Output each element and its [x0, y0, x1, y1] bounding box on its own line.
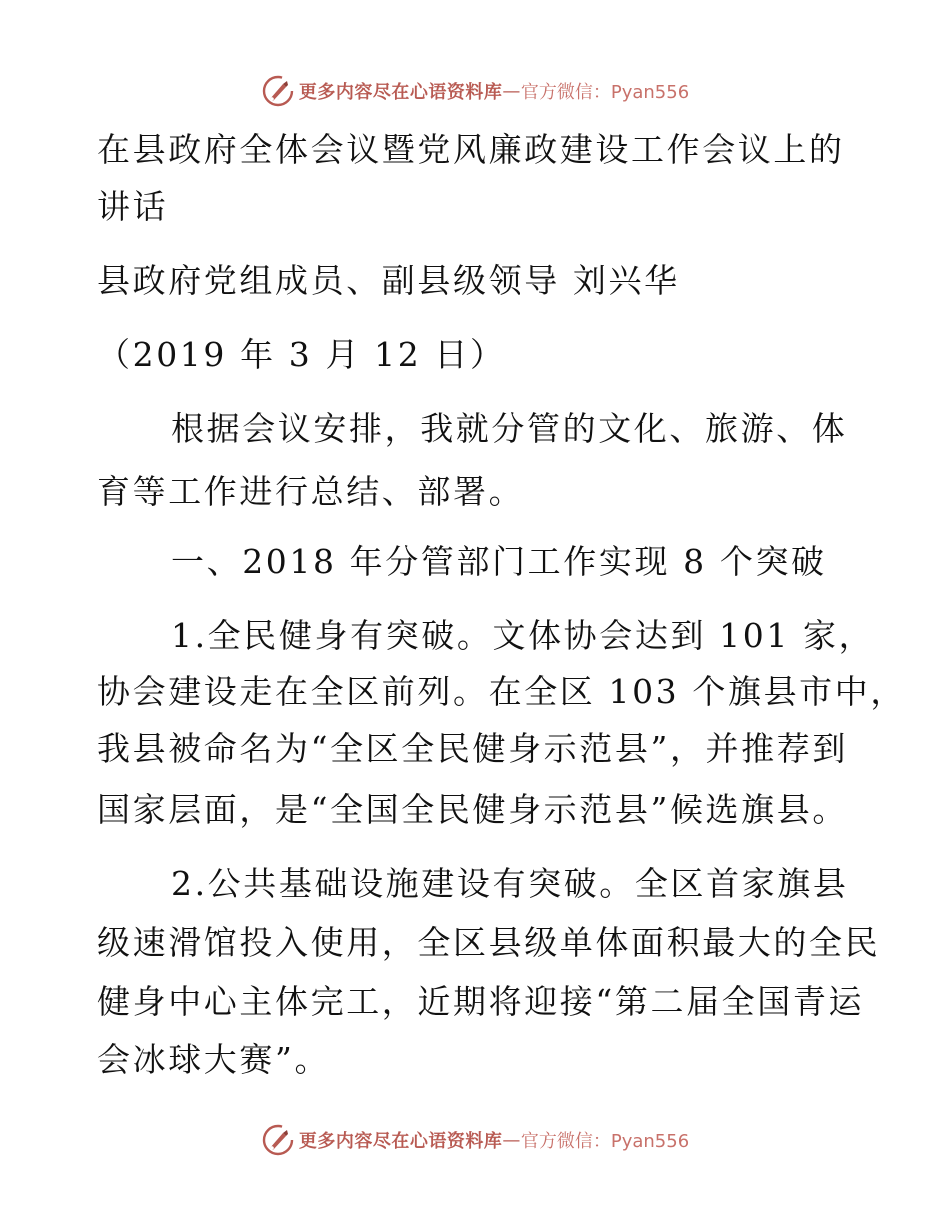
intro-line-1: 根据会议安排，我就分管的文化、旅游、体: [171, 409, 848, 448]
watermark-separator: —: [502, 80, 521, 102]
date-line: （2019 年 3 月 12 日）: [97, 335, 506, 374]
paragraph-1-line-1: 1.全民健身有突破。文体协会达到 101 家，: [171, 616, 875, 655]
section-heading-1: 一、2018 年分管部门工作实现 8 个突破: [171, 542, 827, 581]
watermark-wechat: 官方微信：Pyan556: [520, 1131, 690, 1152]
quill-logo-icon: [261, 74, 295, 108]
paragraph-2-line-1: 2.公共基础设施建设有突破。全区首家旗县: [171, 864, 849, 903]
paragraph-2-line-2: 级速滑馆投入使用，全区县级单体面积最大的全民: [97, 923, 881, 962]
watermark-footer: [0, 1120, 950, 1160]
watermark-brand: 更多内容尽在心语资料库: [298, 1131, 503, 1152]
title-line-1: 在县政府全体会议暨党风廉政建设工作会议上的: [97, 130, 845, 169]
watermark-header: [0, 71, 950, 111]
intro-line-2: 育等工作进行总结、部署。: [97, 472, 525, 511]
paragraph-2-line-3: 健身中心主体完工，近期将迎接“第二届全国青运: [97, 982, 865, 1021]
paragraph-1-line-3: 我县被命名为“全区全民健身示范县”，并推荐到: [97, 729, 848, 768]
watermark-brand: 更多内容尽在心语资料库: [298, 82, 503, 103]
title-line-2: 讲话: [97, 187, 169, 226]
watermark-wechat: 官方微信：Pyan556: [520, 82, 690, 103]
paragraph-1-line-2: 协会建设走在全区前列。在全区 103 个旗县市中，: [97, 672, 906, 711]
watermark-separator: —: [502, 1129, 521, 1151]
author-line: 县政府党组成员、副县级领导 刘兴华: [97, 261, 680, 300]
paragraph-2-line-4: 会冰球大赛”。: [97, 1040, 331, 1079]
quill-logo-icon: [261, 1123, 295, 1157]
paragraph-1-line-4: 国家层面，是“全国全民健身示范县”候选旗县。: [97, 790, 848, 829]
